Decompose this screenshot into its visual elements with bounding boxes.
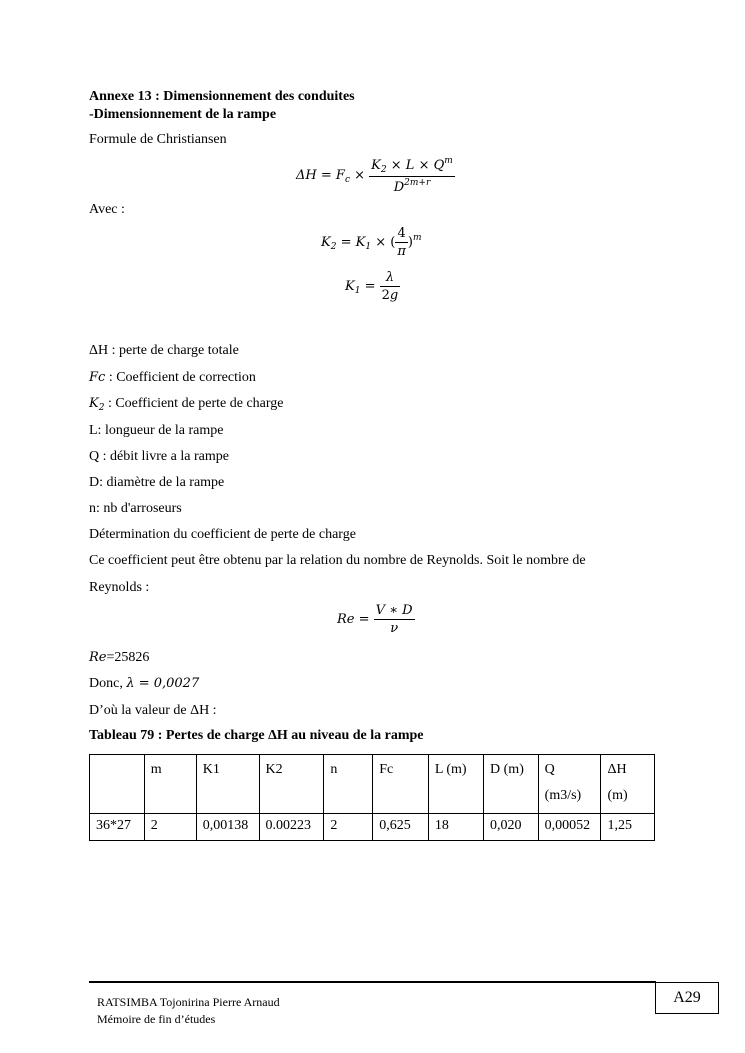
head-loss-table [89, 754, 655, 841]
table-cell: 0,625 [373, 814, 429, 841]
def-delta-h: ΔH : perte de charge totale [89, 343, 239, 358]
page-number: A29 [655, 982, 719, 1014]
annex-title: Annexe 13 : Dimensionnement des conduites [89, 89, 355, 104]
table-cell: 0,020 [484, 814, 539, 841]
def-fc: Fc : Coefficient de correction [89, 370, 256, 385]
header-cell: Q (m3/s) [538, 755, 601, 814]
formula-intro: Formule de Christiansen [89, 132, 227, 147]
def-diameter: D: diamètre de la rampe [89, 475, 225, 490]
def-flow: Q : débit livre a la rampe [89, 449, 229, 464]
footer-author: RATSIMBA Tojonirina Pierre Arnaud [97, 995, 280, 1009]
k1-formula: $K_1$ = $\frac{\lambda}{2g}$ [345, 270, 399, 303]
def-sprinklers: n: nb d'arroseurs [89, 501, 182, 516]
header-cell: K1 [196, 755, 259, 814]
table-cell: 0,00138 [196, 814, 259, 841]
table-cell: 0.00223 [259, 814, 324, 841]
table-header-row [90, 755, 655, 814]
table-cell: 2 [144, 814, 196, 841]
table-cell: 18 [428, 814, 483, 841]
table-cell: 1,25 [601, 814, 655, 841]
reynolds-formula: Re = $\frac{V ∗ D}{\nu}$ [337, 603, 413, 636]
k2-formula: $K_2 = K_1$ × ( $\frac{4}{\pi}$ )$^m$ [321, 226, 422, 259]
header-cell: L (m) [428, 755, 483, 814]
def-length: L: longueur de la rampe [89, 423, 224, 438]
table-cell: 36*27 [90, 814, 145, 841]
header-cell [90, 755, 145, 814]
table-caption: Tableau 79 : Pertes de charge ΔH au niveau de la rampe [89, 728, 424, 743]
result-intro: D’où la valeur de ΔH : [89, 703, 217, 718]
def-k2: $K_2$ : Coefficient de perte de charge [89, 396, 284, 413]
footer-document: Mémoire de fin d’études [97, 1012, 216, 1026]
header-cell: Fc [373, 755, 429, 814]
header-cell: m [144, 755, 196, 814]
footer-rule [89, 981, 656, 983]
header-cell: ΔH (m) [601, 755, 655, 814]
christiansen-formula: $\Delta H = F_c$ × $\frac{K_2 \times L \times Q^m}{D^{2m+r}}$ [296, 156, 453, 195]
header-cell: D (m) [484, 755, 539, 814]
table-cell: 0,00052 [538, 814, 601, 841]
header-cell: K2 [259, 755, 324, 814]
paragraph-line-2: Reynolds : [89, 580, 150, 595]
determination-heading: Détermination du coefficient de perte de charge [89, 527, 356, 542]
table-row [90, 814, 655, 841]
header-cell: n [324, 755, 373, 814]
re-value-line: Re=25826 [89, 650, 150, 665]
paragraph-line-1: Ce coefficient peut être obtenu par la relation du nombre de Reynolds. Soit le nombre de [89, 553, 586, 568]
section-subtitle: -Dimensionnement de la rampe [89, 107, 277, 122]
table-cell: 2 [324, 814, 373, 841]
lambda-line: Donc, λ = 0,0027 [89, 676, 200, 691]
avec-label: Avec : [89, 202, 125, 217]
